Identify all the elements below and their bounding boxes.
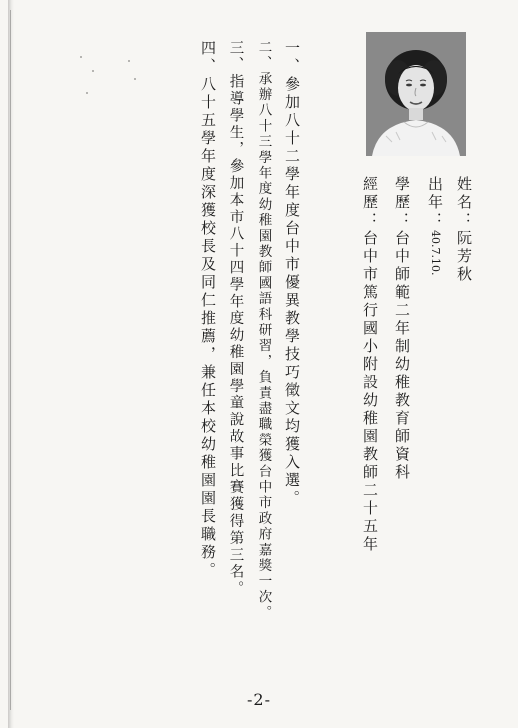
experience-label: 經歷：	[361, 176, 379, 230]
birth-year: 40.	[429, 230, 442, 248]
scan-edge-shadow	[8, 0, 14, 728]
portrait-photo	[366, 32, 466, 156]
achievement-item-3: 三、指導學生，參加本市八十四學年度幼稚園學童說故事比賽獲得第三名。	[227, 40, 244, 598]
scan-speck	[86, 92, 88, 94]
achievement-item-1: 一、參加八十二學年度台中市優異教學技巧徵文均獲入選。	[283, 40, 301, 508]
birth-month: 7.	[429, 247, 442, 258]
birth-day: 10.	[429, 258, 442, 276]
profile-name-line	[456, 176, 471, 284]
achievement-item-2: 二、承辦八十三學年度幼稚園教師國語科研習，負責盡職榮獲台中市政府嘉獎一次。	[255, 40, 272, 621]
achievement-item-4: 四、八十五學年度深獲校長及同仁推薦，兼任本校幼稚園園長職務。	[199, 40, 217, 580]
profile-experience-line	[362, 176, 377, 554]
scan-speck	[92, 70, 94, 72]
scan-speck	[128, 60, 130, 62]
profile-birth-line	[427, 176, 442, 276]
scan-speck	[80, 56, 82, 58]
scan-speck	[134, 78, 136, 80]
education-label: 學歷：	[393, 176, 411, 230]
name-label: 姓名：	[455, 176, 473, 230]
education-value: 台中師範二年制幼稚教育師資科	[393, 230, 411, 482]
profile-education-line	[394, 176, 409, 482]
name-value: 阮芳秋	[455, 230, 473, 284]
page-number: -2-	[247, 690, 271, 709]
portrait-photo-image	[366, 32, 466, 156]
birth-label: 出年：	[426, 176, 444, 230]
experience-value: 台中市篤行國小附設幼稚園教師二十五年	[361, 230, 379, 554]
scan-edge-line	[10, 10, 11, 710]
